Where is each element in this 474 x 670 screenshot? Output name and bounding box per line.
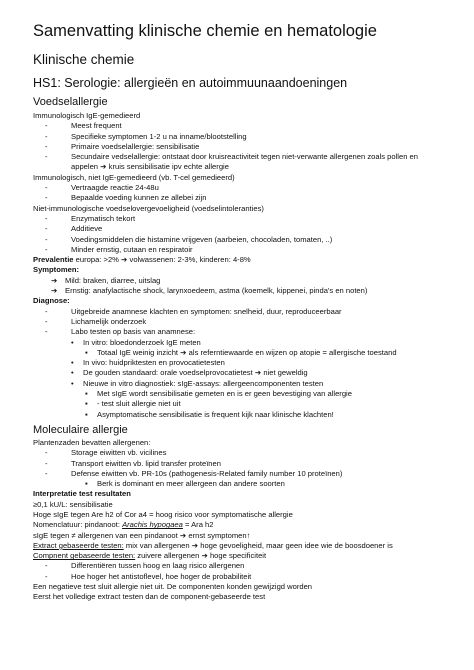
text: hoge specificiteit bbox=[207, 551, 267, 561]
text: Plantenzaden bevatten allergenen: bbox=[33, 437, 151, 447]
text: Defense eiwitten vb. PR-10s (pathogenesis-Related family number 10 proteïnen) bbox=[71, 468, 343, 478]
square-bullet: ▪ bbox=[85, 409, 88, 419]
list-item bbox=[33, 479, 453, 489]
text: Eerst het volledige extract testen dan de component-gebaseerde test bbox=[33, 592, 266, 602]
text: Niet-immunologische voedselovergevoeligheid (voedselintoleranties) bbox=[33, 203, 264, 213]
list-item bbox=[33, 307, 453, 317]
text-line bbox=[33, 582, 453, 592]
chapter-heading: HS1: Serologie: allergieën en autoimmuunaandoeningen bbox=[33, 76, 348, 90]
list-item bbox=[33, 379, 453, 389]
square-bullet: ▪ bbox=[85, 347, 88, 357]
text-line bbox=[33, 510, 453, 520]
text: niet geweldig bbox=[261, 368, 308, 378]
text-line bbox=[33, 551, 453, 561]
bold-label: Diagnose: bbox=[33, 296, 70, 306]
text: Transport eiwitten vb. lipid transfer proteïnen bbox=[71, 458, 221, 468]
text: Meest frequent bbox=[71, 121, 122, 131]
bold-label: Prevalentie bbox=[33, 255, 74, 265]
text: Uitgebreide anamnese klachten en symptomen: snelheid, duur, reproduceerbaar bbox=[71, 306, 342, 316]
bold-label: Symptomen: bbox=[33, 265, 79, 275]
dash-bullet: - bbox=[45, 448, 48, 458]
list-item bbox=[33, 286, 453, 296]
arrow-icon: ➔ bbox=[51, 286, 58, 296]
list-item bbox=[33, 327, 453, 337]
text: zuivere allergenen bbox=[135, 551, 200, 561]
list-item bbox=[33, 183, 453, 193]
text-line bbox=[33, 255, 453, 265]
list-item bbox=[33, 276, 453, 286]
list-item bbox=[33, 142, 453, 152]
list-item bbox=[33, 338, 453, 348]
text: Berk is dominant en meer allergeen dan andere soorten bbox=[97, 479, 285, 489]
text: mix van allergenen bbox=[123, 540, 190, 550]
text: kruis sensibilisatie ipv echte allergie bbox=[108, 162, 229, 172]
list-item bbox=[33, 368, 453, 378]
list-item bbox=[33, 193, 453, 203]
list-item bbox=[33, 317, 453, 327]
text: - test sluit allergie niet uit bbox=[97, 399, 181, 409]
list-item bbox=[33, 389, 453, 399]
text: Immunologisch, niet IgE-gemedieerd (vb. T-cel gemedieerd) bbox=[33, 172, 235, 182]
dash-bullet: - bbox=[45, 458, 48, 468]
dash-bullet: - bbox=[45, 224, 48, 234]
text: Voedingsmiddelen die histamine vrijgeven (aarbeien, chocoladen, tomaten, ..) bbox=[71, 234, 333, 244]
dash-bullet: - bbox=[45, 561, 48, 571]
text: Labo testen op basis van anamnese: bbox=[71, 327, 196, 337]
text: Nieuwe in vitro diagnostiek: sIgE-assays: allergeencomponenten testen bbox=[83, 378, 324, 388]
list-item bbox=[33, 132, 453, 142]
list-item bbox=[33, 410, 453, 420]
text: Asymptomatische sensibilisatie is frequent kijk naar klinische klachten! bbox=[97, 409, 334, 419]
list-item bbox=[33, 358, 453, 368]
arrow-icon: ➔ bbox=[100, 162, 107, 172]
text-line bbox=[33, 204, 453, 214]
dash-bullet: - bbox=[45, 327, 48, 337]
square-bullet: ▪ bbox=[85, 389, 88, 399]
text: ≥0,1 kU/L: sensibilisatie bbox=[33, 499, 113, 509]
up-arrow-icon: ↑ bbox=[246, 530, 251, 540]
document-subtitle: Klinische chemie bbox=[33, 52, 135, 67]
arrow-icon: ➔ bbox=[201, 551, 208, 561]
text: Differentiëren tussen hoog en laag risico allergenen bbox=[71, 561, 245, 571]
text: Met sIgE wordt sensibilisatie gemeten en is er geen bevestiging van allergie bbox=[97, 389, 352, 399]
list-item bbox=[33, 245, 453, 255]
text: ernst symptomen bbox=[186, 530, 247, 540]
text: als referntiewaarde en wijzen op atopie = allergische toestand bbox=[186, 347, 397, 357]
list-item bbox=[33, 235, 453, 245]
text: In vitro: bloedonderzoek IgE meten bbox=[83, 337, 201, 347]
dash-bullet: - bbox=[45, 141, 48, 151]
text: hoge gevoeligheid, maar geen idee wie de boosdoener is bbox=[198, 540, 393, 550]
arrow-icon: ➔ bbox=[121, 255, 128, 265]
text: Totaal IgE weinig inzicht bbox=[97, 347, 179, 357]
section-heading-voedselallergie: Voedselallergie bbox=[33, 96, 108, 108]
text: volwassenen: 2-3%, kinderen: 4-8% bbox=[127, 255, 251, 265]
arrow-icon: ➔ bbox=[191, 540, 199, 550]
text: Lichamelijk onderzoek bbox=[71, 316, 147, 326]
text-line bbox=[33, 173, 453, 183]
dash-bullet: - bbox=[45, 193, 48, 203]
text: Mild: braken, diarree, uitslag bbox=[65, 275, 161, 285]
dash-bullet: - bbox=[45, 234, 48, 244]
dash-bullet: - bbox=[45, 306, 48, 316]
text: Een negatieve test sluit allergie niet uit. De componenten konden gewijzigd worden bbox=[33, 582, 313, 592]
bullet: • bbox=[71, 358, 74, 368]
text: sIgE tegen ≠ allergenen van een pindanoot bbox=[33, 530, 178, 540]
list-item bbox=[33, 448, 453, 458]
list-item bbox=[33, 152, 453, 162]
text: = Ara h2 bbox=[182, 520, 214, 530]
underlined-label: Compnent gebaseerde testen: bbox=[33, 551, 136, 561]
text-line bbox=[33, 531, 453, 541]
bullet: • bbox=[71, 368, 74, 378]
text-line bbox=[33, 265, 453, 275]
list-item bbox=[33, 121, 453, 131]
list-item bbox=[33, 348, 453, 358]
dash-bullet: - bbox=[45, 131, 48, 141]
square-bullet: ▪ bbox=[85, 399, 88, 409]
text: Enzymatisch tekort bbox=[71, 213, 136, 223]
text: Immunologisch IgE-gemedieerd bbox=[33, 111, 141, 120]
bullet: • bbox=[71, 378, 74, 388]
document-body bbox=[33, 111, 453, 603]
dash-bullet: - bbox=[45, 244, 48, 254]
list-item bbox=[33, 561, 453, 571]
list-item bbox=[33, 459, 453, 469]
text: Secundaire vedselallergie: ontstaat door kruisreactiviteit tegen niet-verwante allergenen zoals pollen en bbox=[71, 152, 418, 162]
text: Specifieke symptomen 1-2 u na inname/blootstelling bbox=[71, 131, 247, 141]
text: Hoe hoger het antistoflevel, hoe hoger de probabiliteit bbox=[71, 571, 252, 581]
text: Nomenclatuur: pindanoot: bbox=[33, 520, 123, 530]
dash-bullet: - bbox=[45, 213, 48, 223]
text-line bbox=[33, 489, 453, 499]
dash-bullet: - bbox=[45, 152, 48, 162]
text-line bbox=[33, 438, 453, 448]
arrow-icon: ➔ bbox=[179, 530, 187, 540]
dash-bullet: - bbox=[45, 183, 48, 193]
dash-bullet: - bbox=[45, 121, 48, 131]
text-line bbox=[33, 592, 453, 602]
text-line bbox=[33, 500, 453, 510]
text: De gouden standaard: orale voedselprovocatietest bbox=[83, 368, 253, 378]
dash-bullet: - bbox=[45, 468, 48, 478]
underlined-label: Extract gebaseerde testen: bbox=[33, 540, 124, 550]
text-line bbox=[33, 520, 453, 530]
arrow-icon: ➔ bbox=[51, 275, 58, 285]
text: appelen bbox=[71, 162, 99, 172]
list-item bbox=[33, 572, 453, 582]
list-item bbox=[33, 469, 453, 479]
bullet: • bbox=[71, 337, 74, 347]
italic-term: Arachis hypogaea bbox=[122, 520, 183, 530]
arrow-icon: ➔ bbox=[254, 368, 262, 378]
text: Hoge sIgE tegen Are h2 of Cor a4 = hoog risico voor symptomatische allergie bbox=[33, 509, 293, 519]
dash-bullet: - bbox=[45, 571, 48, 581]
text: Ernstig: anafylactische shock, larynxoedeem, astma (koemelk, kippenei, pinda's en noten) bbox=[65, 286, 368, 296]
text: Storage eiwitten vb. vicilines bbox=[71, 448, 167, 458]
text: In vivo: huidpriktesten en provocatietesten bbox=[83, 358, 225, 368]
bold-label: Interpretatie test resultaten bbox=[33, 489, 131, 499]
text: Minder ernstig, cutaan en respiratoir bbox=[71, 244, 193, 254]
list-item bbox=[33, 399, 453, 409]
text-line bbox=[33, 296, 453, 306]
list-item bbox=[33, 224, 453, 234]
text: Bepaalde voeding kunnen ze allebei zijn bbox=[71, 193, 207, 203]
square-bullet: ▪ bbox=[85, 479, 88, 489]
section-heading-moleculaire: Moleculaire allergie bbox=[33, 423, 128, 436]
arrow-icon: ➔ bbox=[180, 347, 187, 357]
text: Vertraagde reactie 24-48u bbox=[71, 183, 159, 193]
text-line bbox=[33, 541, 453, 551]
document-title: Samenvatting klinische chemie en hematologie bbox=[33, 22, 377, 40]
dash-bullet: - bbox=[45, 316, 48, 326]
text-line bbox=[33, 111, 453, 121]
list-item bbox=[33, 214, 453, 224]
list-item-continued bbox=[33, 162, 453, 172]
text: Additieve bbox=[71, 224, 103, 234]
text: europa: >2% bbox=[73, 255, 119, 265]
text: Primaire voedselallergie: sensibilisatie bbox=[71, 141, 200, 151]
